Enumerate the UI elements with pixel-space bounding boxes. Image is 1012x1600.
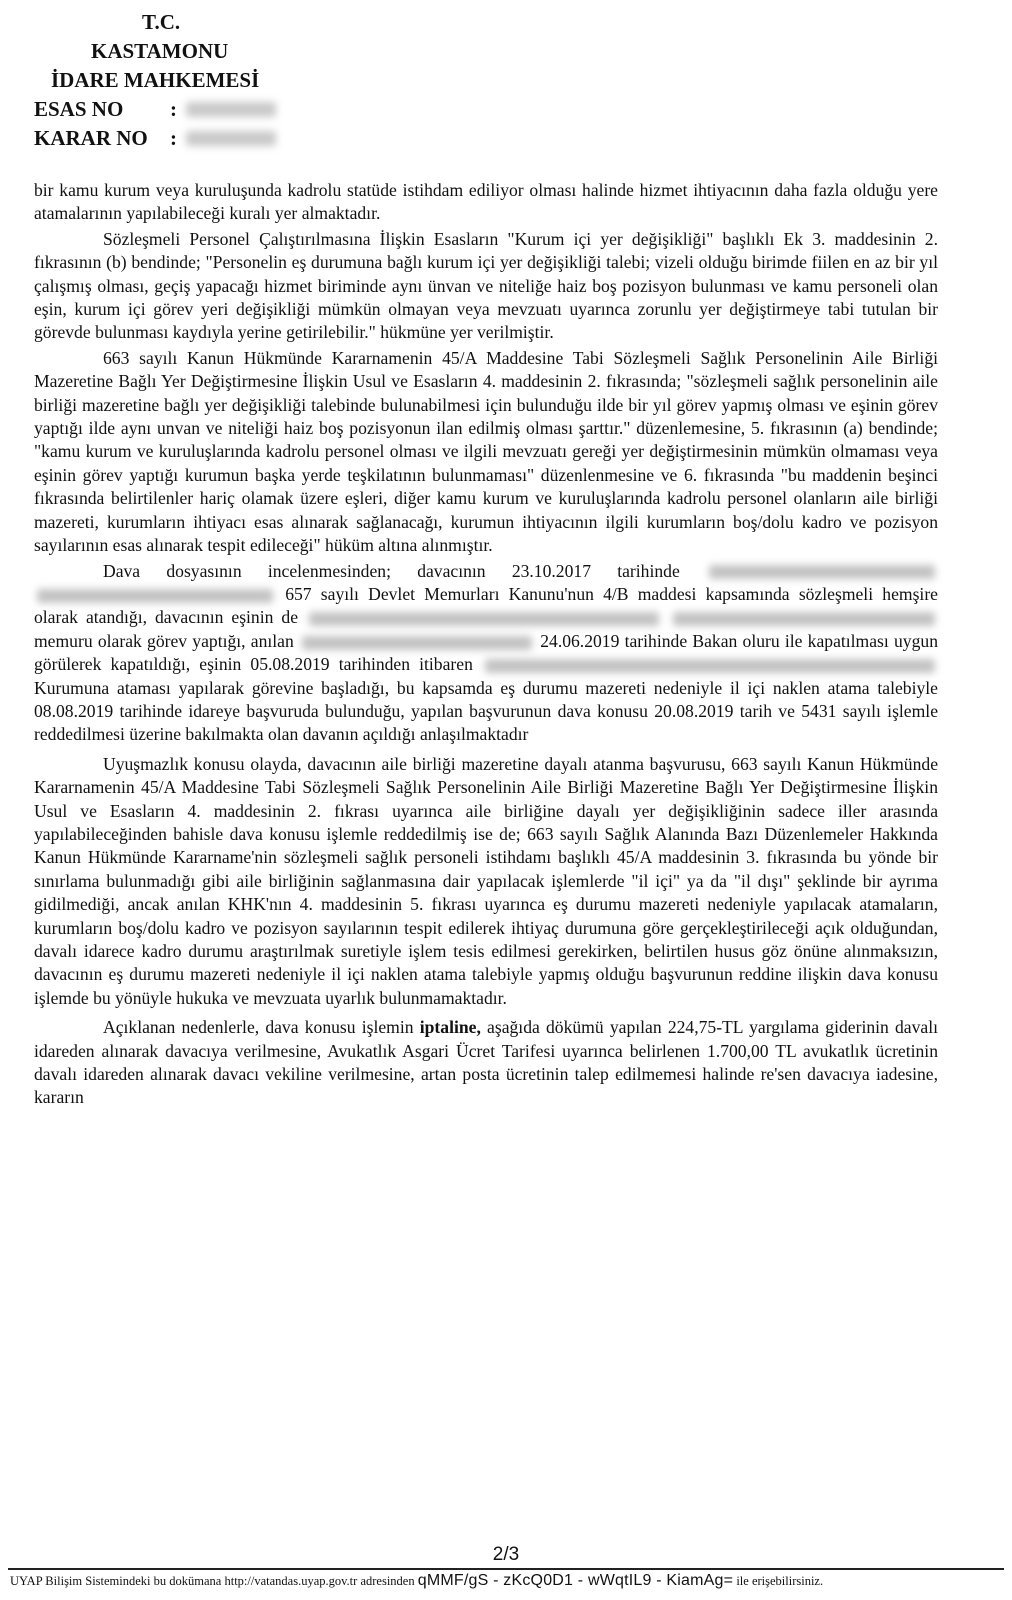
redacted-institution-6 xyxy=(485,659,935,673)
p6-text-1: Açıklanan nedenlerle, dava konusu işlemin xyxy=(103,1017,414,1038)
esas-no-label: ESAS NO xyxy=(34,97,124,121)
p4-text-1: Dava dosyasının incelenmesinden; davacının 23.10.2017 tarihinde xyxy=(103,560,680,581)
redacted-institution-1 xyxy=(709,565,935,579)
p6-bold-iptaline: iptaline, xyxy=(419,1017,481,1038)
footer-verification-code: qMMF/gS - zKcQ0D1 - wWqtIL9 - KiamAg= xyxy=(417,1572,734,1589)
paragraph-5: Uyuşmazlık konusu olayda, davacının aile birliği mazeretine dayalı atanma başvurusu, 663 sayılı Kanun Hükmünde Kararnamenin 45/A Maddesine Tabi Sözleşmeli Sağlık Personelinin Aile Birliği Mazeretine Bağlı Yer Değiştirmesine İlişkin Usul ve Esasların 4. maddesinin 2. fıkrası uyarınca aile birliğine dayalı yer değişikliğinin sadece iller arasında yapılabileceğinden bahisle dava konusu işlemle reddedilmiş ise de; 663 sayılı Sağlık Alanında Bazı Düzenlemeler Hakkında Kanun Hükmünde Kararname'nin sözleşmeli sağlık personeli istihdamı başlıklı 45/A maddesinin 3. fıkrasında bu yönde bir sınırlama bulunmadığı gibi aile birliğinin sağlanmasına dair yapılacak işlemlerde "il içi" ya da "il dışı" şeklinde bir ayrıma gidilmediği, ancak anılan KHK'nın 4. maddesinin 5. fıkrası uyarınca eş durumu mazereti nedeniyle yapılacak atamaların, kurumların boş/dolu kadro ve pozisyon sayılarının tespit edilerek ihtiyaç durumuna göre gerçekleştirileceği açık olduğundan, davalı idarece kadro durumu araştırılmak suretiyle işlem tesis edilmesi gerekirken, belirtilen husus göz önüne alınmaksızın, davacının eş durumu mazereti nedeniyle il içi naklen atama talebiyle yapmış olduğu başvurunun reddine ilişkin dava konusu işlemde bu yönüyle hukuka ve mevzuata uyarlık bulunmamaktadır. xyxy=(34,753,938,1008)
footer-suffix: ile erişebilirsiniz. xyxy=(736,1574,824,1588)
footer-prefix: UYAP Bilişim Sistemindeki bu dokümana http://vatandas.uyap.gov.tr adresinden xyxy=(10,1574,415,1588)
header-tc: T.C. xyxy=(142,10,181,34)
page-number: 2/3 xyxy=(492,1544,520,1565)
redacted-institution-5 xyxy=(302,636,532,650)
redacted-institution-4 xyxy=(673,612,935,626)
paragraph-6 xyxy=(34,1016,938,1110)
p4-text-2: 657 sayılı Devlet Memurları Kanunu'nun 4/B maddesi kapsamında sözleşmeli hemşire olarak atandığı, davacının eşinin de xyxy=(34,583,938,628)
paragraph-3: 663 sayılı Kanun Hükmünde Kararnamenin 45/A Maddesine Tabi Sözleşmeli Sağlık Personelinin Aile Birliği Mazeretine Bağlı Yer Değiştirmesine İlişkin Usul ve Esasların 4. maddesinin 2. fıkrasında; "sözleşmeli sağlık personelinin aile birliği mazeretine bağlı yer değişikliği talebinde bulunabilmesi için bulunduğu ilde bir yıl görev yapmış olması ve eşinin görev yaptığı ilde aynı unvan ve niteliği haiz boş pozisyonun ilan edilmiş olması şarttır." düzenlemesine, 5. fıkrasının (a) bendinde; "kamu kurum ve kuruluşlarında kadrolu personel olması ve ilgili mevzuatı gereği yer değiştirmesinin mümkün olmaması veya eşinin görev yaptığı kurumun başka yerde teşkilatının bulunmaması" düzenlenmesine ve 6. fıkrasında "bu maddenin beşinci fıkrasında belirtilenler hariç olamak üzere eşleri, diğer kamu kurum ve kuruluşlarında kadrolu personel olanların aile birliği mazereti, kurumların ihtiyacı esas alınarak sağlanacağı, kurumun ihtiyacının ilgili kurumların boş/dolu kadro ve pozisyon sayılarının esas alınarak tespit edileceği" hüküm altına alınmıştır. xyxy=(34,347,938,556)
p4-text-3: memuru olarak görev yaptığı, anılan xyxy=(34,630,294,651)
paragraph-2: Sözleşmeli Personel Çalıştırılmasına İlişkin Esasların "Kurum içi yer değişikliği" başlıklı Ek 3. maddesinin 2. fıkrasının (b) bendinde; "Personelin eş durumuna bağlı kurum içi yer değişikliği talebi; vizeli olduğu birimde fiilen en az bir yıl çalışmış olması, geçiş yapacağı hizmet biriminde aynı ünvan ve niteliğe haiz boş pozisyon bulunması ve kamu personeli olan eşin, kurum içi görev yeri değişikliği mümkün olmayan veya mevzuatı uyarınca zorunlu yer değiştirmeye tabi tutulan bir görevde bulunması kaydıyla yerine getirilebilir." hükmüne yer verilmiştir. xyxy=(34,228,938,343)
paragraph-1: bir kamu kurum veya kuruluşunda kadrolu statüde istihdam ediliyor olması halinde hizmet ihtiyacının daha fazla olduğu yere atamalarının yapılabileceği kuralı yer almaktadır. xyxy=(34,180,938,224)
esas-no-redacted xyxy=(186,102,276,117)
p4-text-4: 24.06.2019 tarihinde Bakan oluru ile kapatılması uygun görülerek kapatıldığı, eşinin 05.08.2019 tarihinden itibaren xyxy=(34,630,938,675)
document-body xyxy=(34,179,938,1112)
esas-no-colon: : xyxy=(170,97,177,121)
esas-no-row xyxy=(34,95,276,124)
paragraph-4 xyxy=(34,560,938,747)
redacted-institution-3 xyxy=(309,612,659,626)
karar-no-row xyxy=(34,124,276,153)
p6-text-2: aşağıda dökümü yapılan 224,75-TL yargılama giderinin davalı idareden alınarak davacıya verilmesine, Avukatlık Asgari Ücret Tarifesi uyarınca belirlenen 1.700,00 TL avukatlık ücretinin davalı idareden alınarak davacı vekiline verilmesine, artan posta ücretinin talep edilmemesi halinde re'sen davacıya iadesine, kararın xyxy=(34,1017,938,1108)
header-city: KASTAMONU xyxy=(91,39,229,63)
footer-divider xyxy=(8,1568,1004,1570)
court-header xyxy=(34,8,276,153)
karar-no-label: KARAR NO xyxy=(34,126,148,150)
karar-no-colon: : xyxy=(170,126,177,150)
p4-text-5: Kurumuna ataması yapılarak görevine başladığı, bu kapsamda eş durumu mazereti nedeniyle il içi naklen atama talebiyle 08.08.2019 tarihinde idareye başvuruda bulunduğu, yapılan başvurunun dava konusu 20.08.2019 tarih ve 5431 sayılı işlemle reddedilmesi üzerine bakılmakta olan davanın açıldığı anlaşılmaktadır xyxy=(34,677,938,745)
header-court: İDARE MAHKEMESİ xyxy=(51,68,260,92)
redacted-institution-2 xyxy=(37,589,273,603)
uyap-footer xyxy=(10,1572,1004,1590)
karar-no-redacted xyxy=(186,131,276,146)
